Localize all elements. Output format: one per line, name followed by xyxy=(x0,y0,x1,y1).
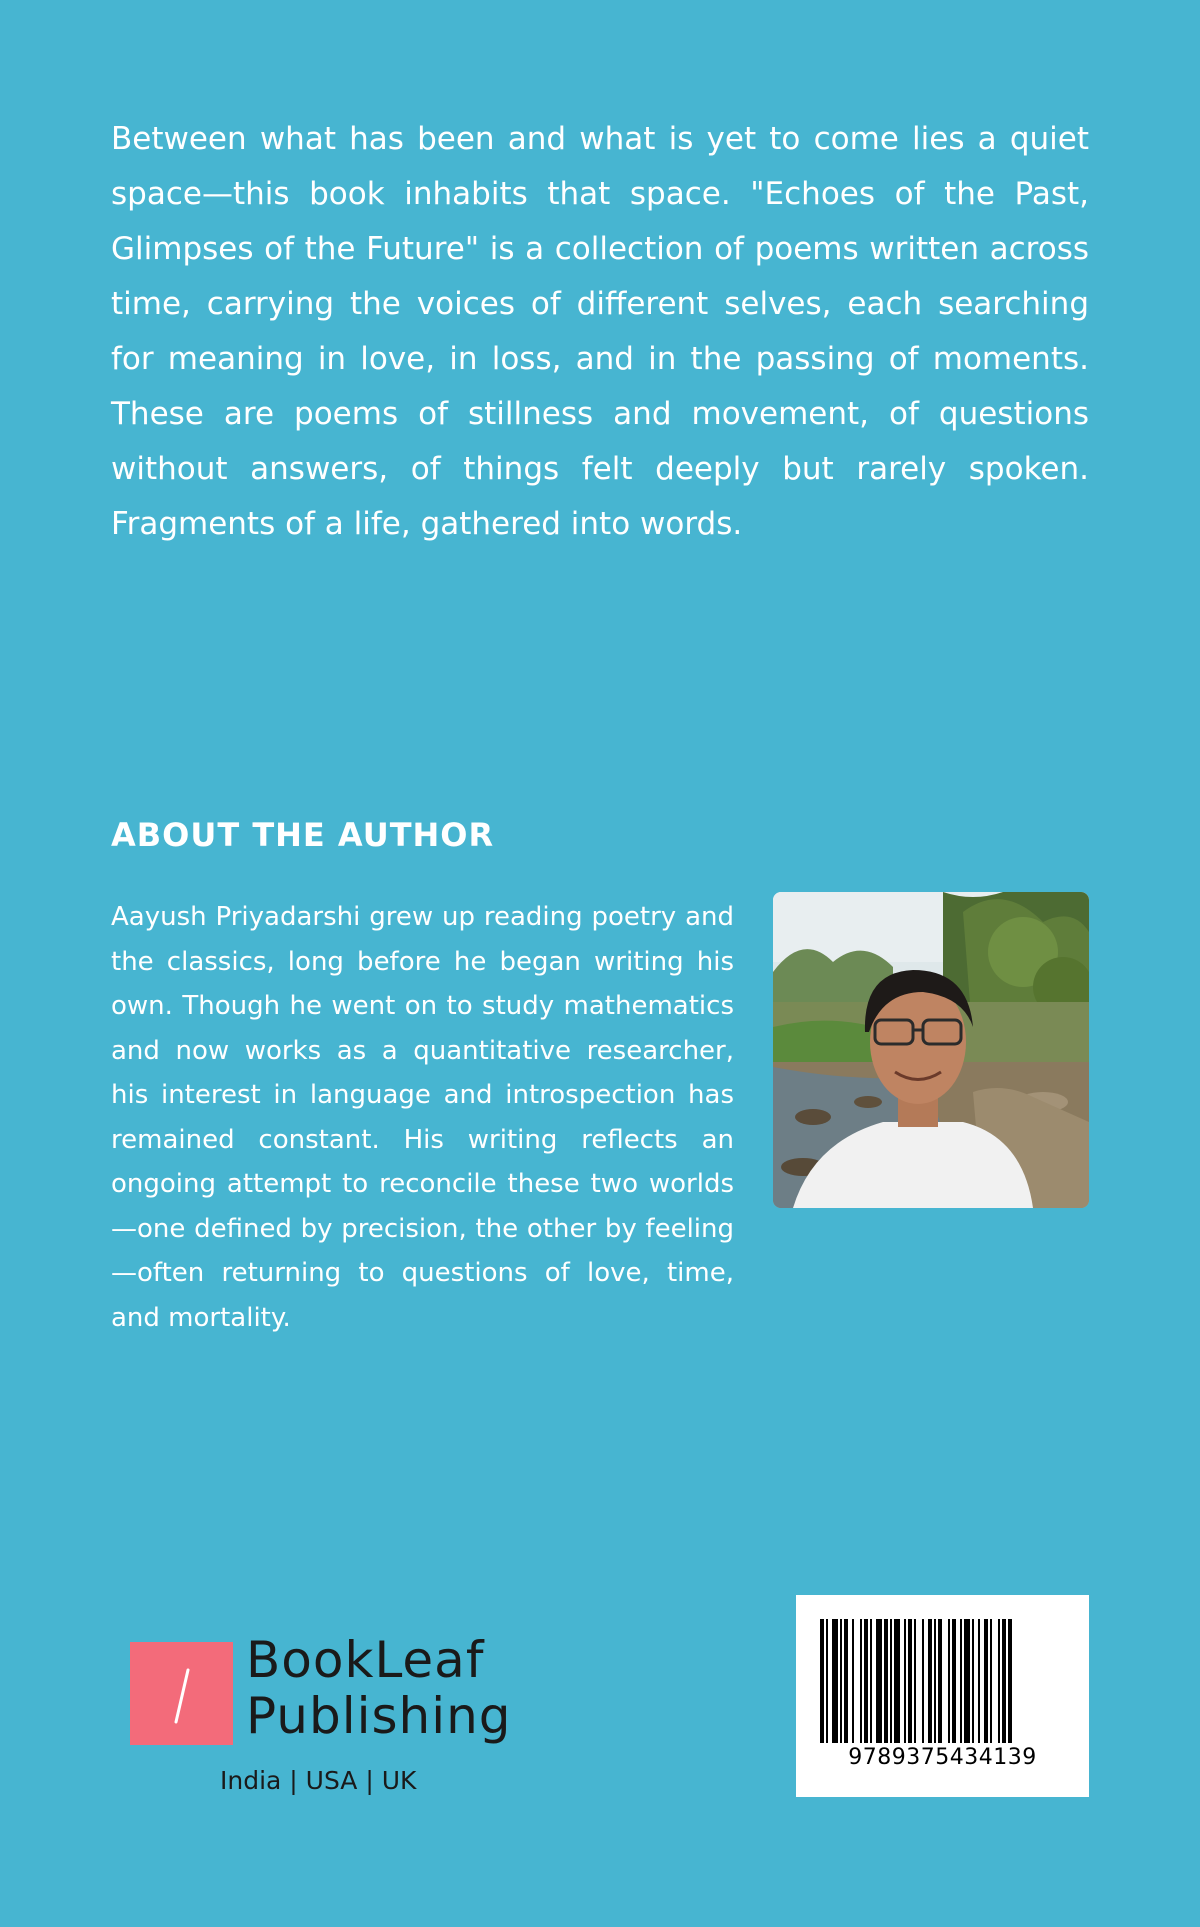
author-bio: Aayush Priyadarshi grew up reading poetry and the classics, long before he began writing his own. Though he went on to study mathematics and now works as a quantitative researcher, his interest in language and introspection has remained constant. His writing reflects an ongoing attempt to reconcile these two worlds—one defined by precision, the other by feeling—often returning to questions of love, time, and mortality. xyxy=(111,902,734,1333)
publisher-regions: India | USA | UK xyxy=(220,1766,417,1795)
barcode-bar xyxy=(938,1619,942,1743)
barcode-bar xyxy=(890,1619,892,1743)
barcode-bar xyxy=(922,1619,924,1743)
publisher-logo xyxy=(130,1631,512,1796)
barcode-bar xyxy=(840,1619,842,1743)
barcode-bar xyxy=(870,1619,872,1743)
isbn-number: 9789375434139 xyxy=(848,1745,1037,1770)
barcode-bar xyxy=(832,1619,838,1743)
isbn-barcode xyxy=(796,1595,1089,1797)
barcode-bar xyxy=(904,1619,906,1743)
barcode-bar xyxy=(864,1619,868,1743)
barcode-bar xyxy=(860,1619,862,1743)
barcode-bar xyxy=(1008,1619,1012,1743)
barcode-bar xyxy=(876,1619,882,1743)
barcode-bar xyxy=(928,1619,932,1743)
publisher-name-line1: BookLeaf xyxy=(246,1631,485,1689)
back-cover-blurb: Between what has been and what is yet to come lies a quiet space—this book inhabits that space. "Echoes of the Past, Glimpses of the Future" is a collection of poems written across time, carrying the voices of different selves, each searching for meaning in love, in loss, and in the passing of moments. These are poems of stillness and movement, of questions without answers, of things felt deeply but rarely spoken. Fragments of a life, gathered into words. xyxy=(111,121,1089,542)
publisher-name-line2: Publishing xyxy=(246,1687,512,1745)
barcode-bar xyxy=(948,1619,950,1743)
author-photo xyxy=(773,892,1089,1208)
barcode-bar xyxy=(914,1619,916,1743)
barcode-bar xyxy=(852,1619,854,1743)
barcode-bar xyxy=(1002,1619,1006,1743)
barcode-bars xyxy=(820,1619,1065,1743)
barcode-bar xyxy=(884,1619,888,1743)
about-author-heading: ABOUT THE AUTHOR xyxy=(111,816,495,854)
barcode-bar xyxy=(998,1619,1000,1743)
barcode-bar xyxy=(844,1619,848,1743)
barcode-bar xyxy=(972,1619,974,1743)
barcode-bar xyxy=(908,1619,912,1743)
barcode-bar xyxy=(984,1619,988,1743)
barcode-bar xyxy=(826,1619,828,1743)
barcode-bar xyxy=(990,1619,992,1743)
barcode-bar xyxy=(960,1619,962,1743)
barcode-bar xyxy=(952,1619,956,1743)
leaf-slash-icon xyxy=(130,1642,233,1745)
barcode-bar xyxy=(820,1619,824,1743)
barcode-bar xyxy=(964,1619,970,1743)
publisher-name xyxy=(246,1632,512,1744)
barcode-bar xyxy=(894,1619,900,1743)
barcode-bar xyxy=(978,1619,980,1743)
barcode-bar xyxy=(934,1619,936,1743)
